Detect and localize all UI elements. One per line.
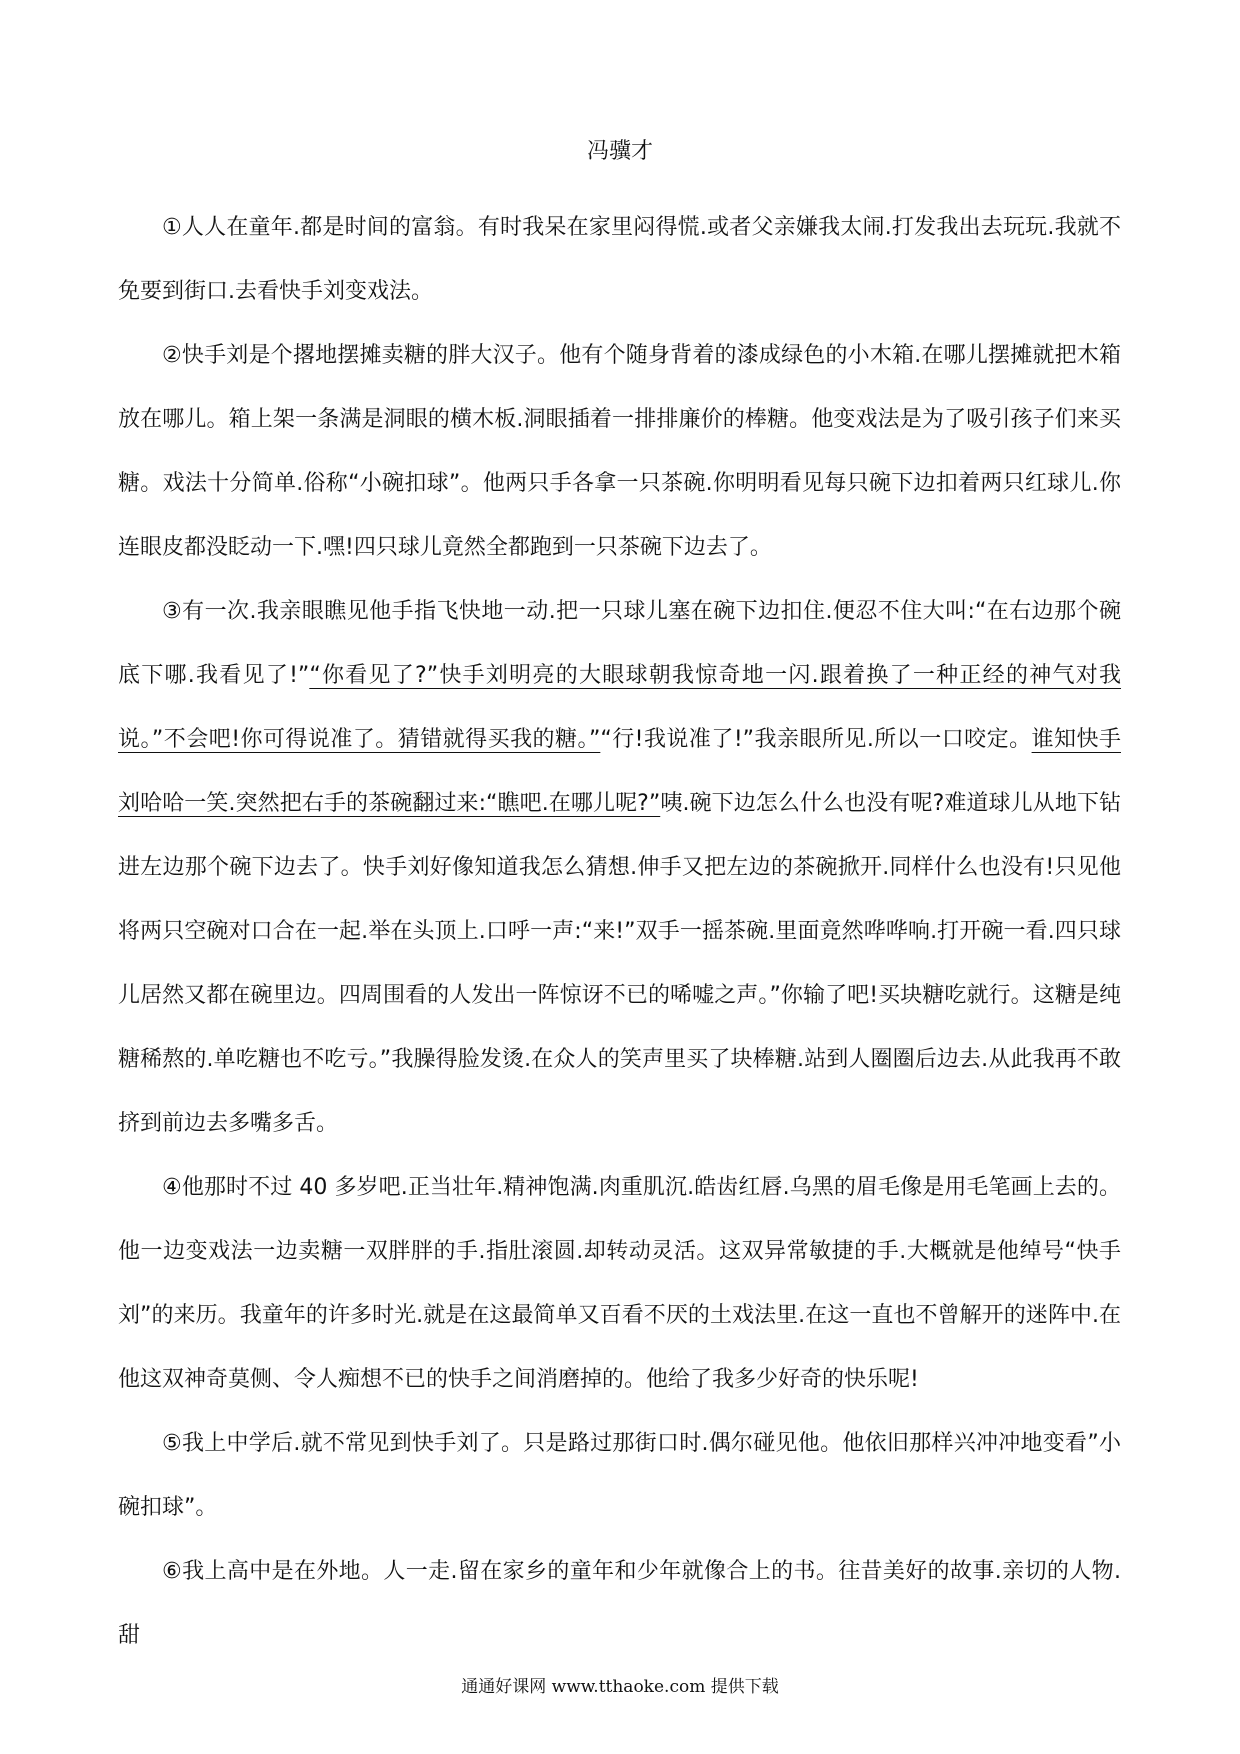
paragraph-text: ⑥我上高中是在外地。人一走.留在家乡的童年和少年就像合上的书。往昔美好的故事.亲切的人物.甜 (118, 1559, 1121, 1648)
paragraph-text: ⑤我上中学后.就不常见到快手刘了。只是路过那街口时.偶尔碰见他。他依旧那样兴冲冲地变看”小碗扣球”。 (118, 1431, 1121, 1520)
paragraph-text: “行!我说准了!”我亲眼所见.所以一口咬定。 (600, 727, 1032, 752)
paragraph-3 (118, 580, 1121, 1156)
paragraph-4 (118, 1156, 1121, 1412)
paragraph-text: ①人人在童年.都是时间的富翁。有时我呆在家里闷得慌.或者父亲嫌我太闹.打发我出去玩玩.我就不免要到街口.去看快手刘变戏法。 (118, 215, 1121, 304)
author-name: 冯骥才 (586, 139, 653, 164)
paragraph-2 (118, 324, 1121, 580)
paragraph-text: ④他那时不过 40 多岁吧.正当壮年.精神饱满.肉重肌沉.皓齿红唇.乌黑的眉毛像是用毛笔画上去的。他一边变戏法一边卖糖一双胖胖的手.指肚滚圆.却转动灵活。这双异常敏捷的手.大概就是他绰号“快手刘”的来历。我童年的许多时光.就是在这最简单又百看不厌的土戏法里.在这一直也不曾解开的迷阵中.在他这双神奇莫侧、令人痴想不已的快手之间消磨掉的。他给了我多少好奇的快乐呢! (118, 1175, 1121, 1392)
underlined-sentence: “你看见了?”快手刘明亮的大眼球朝我惊奇地一闪.跟着换了一种正经的神气对我说。”不会吧!你可得说准了。猜错就得买我的糖。” (118, 663, 1122, 752)
article-body (118, 196, 1121, 1668)
paragraph-text: ③有一次.我亲眼瞧见他手指飞快地一动.把一只球儿塞在碗下边扣住.便忍不住大叫:“在右边那个碗底下哪.我看见了!” (118, 599, 1121, 688)
paragraph-text: ②快手刘是个撂地摆摊卖糖的胖大汉子。他有个随身背着的漆成绿色的小木箱.在哪儿摆摊就把木箱放在哪儿。箱上架一条满是洞眼的横木板.洞眼插着一排排廉价的棒糖。他变戏法是为了吸引孩子们来买糖。戏法十分简单.俗称“小碗扣球”。他两只手各拿一只茶碗.你明明看见每只碗下边扣着两只红球儿.你连眼皮都没眨动一下.嘿!四只球儿竟然全都跑到一只茶碗下边去了。 (118, 343, 1121, 560)
paragraph-1 (118, 196, 1121, 324)
paragraph-5 (118, 1412, 1121, 1540)
paragraph-6 (118, 1540, 1121, 1668)
underlined-sentence: 谁知快手刘哈哈一笑.突然把右手的茶碗翻过来:“瞧吧.在哪儿呢?” (118, 727, 1121, 816)
footer-watermark: 通通好课网 www.tthaoke.com 提供下载 (461, 1677, 779, 1697)
paragraph-text: 咦.碗下边怎么什么也没有呢?难道球儿从地下钻进左边那个碗下边去了。快手刘好像知道我怎么猜想.伸手又把左边的茶碗掀开.同样什么也没有!只见他将两只空碗对口合在一起.举在头顶上.口呼一声:“来!”双手一摇茶碗.里面竟然哗哗响.打开碗一看.四只球儿居然又都在碗里边。四周围看的人发出一阵惊讶不已的唏嘘之声。”你输了吧!买块糖吃就行。这糖是纯糖稀熬的.单吃糖也不吃亏。”我臊得脸发烫.在众人的笑声里买了块棒糖.站到人圈圈后边去.从此我再不敢挤到前边去多嘴多舌。 (118, 791, 1122, 1136)
